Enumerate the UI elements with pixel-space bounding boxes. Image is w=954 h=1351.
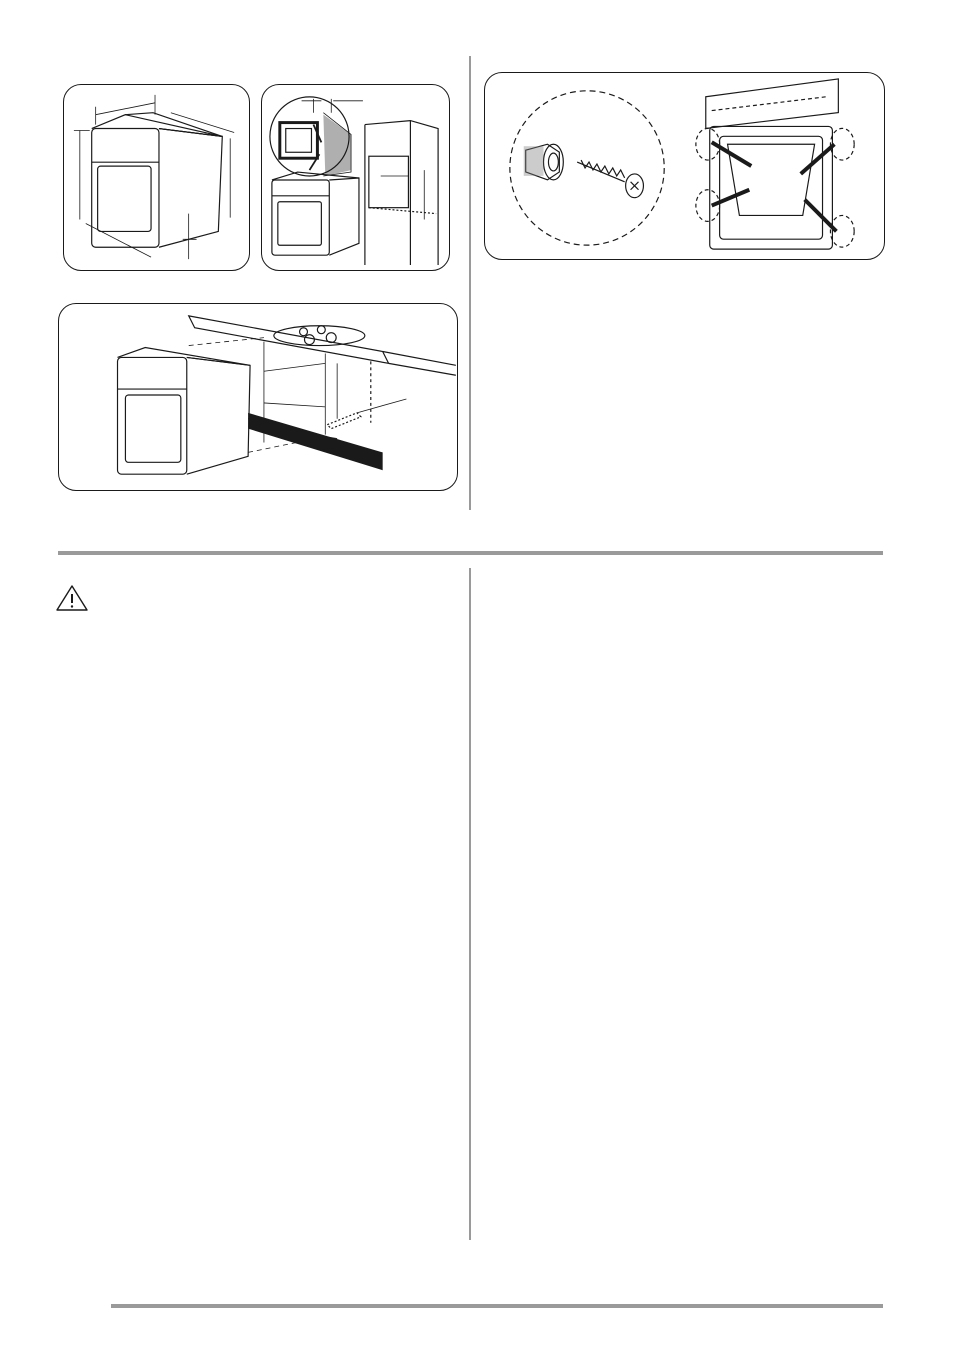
top-column-divider bbox=[469, 56, 471, 510]
cabinet-ventilation-drawing bbox=[262, 85, 449, 270]
figure-cabinet-ventilation bbox=[261, 84, 450, 271]
under-hob-install-drawing bbox=[59, 304, 457, 490]
warning-triangle-icon bbox=[55, 584, 89, 612]
footer-rule bbox=[111, 1304, 883, 1308]
bottom-column-divider bbox=[469, 568, 471, 1240]
oven-dimensions-drawing bbox=[64, 85, 249, 270]
fixing-screws-drawing bbox=[485, 73, 884, 259]
figure-under-hob-install bbox=[58, 303, 458, 491]
figure-oven-dimensions bbox=[63, 84, 250, 271]
figure-fixing-screws bbox=[484, 72, 885, 260]
section-rule bbox=[58, 551, 883, 555]
